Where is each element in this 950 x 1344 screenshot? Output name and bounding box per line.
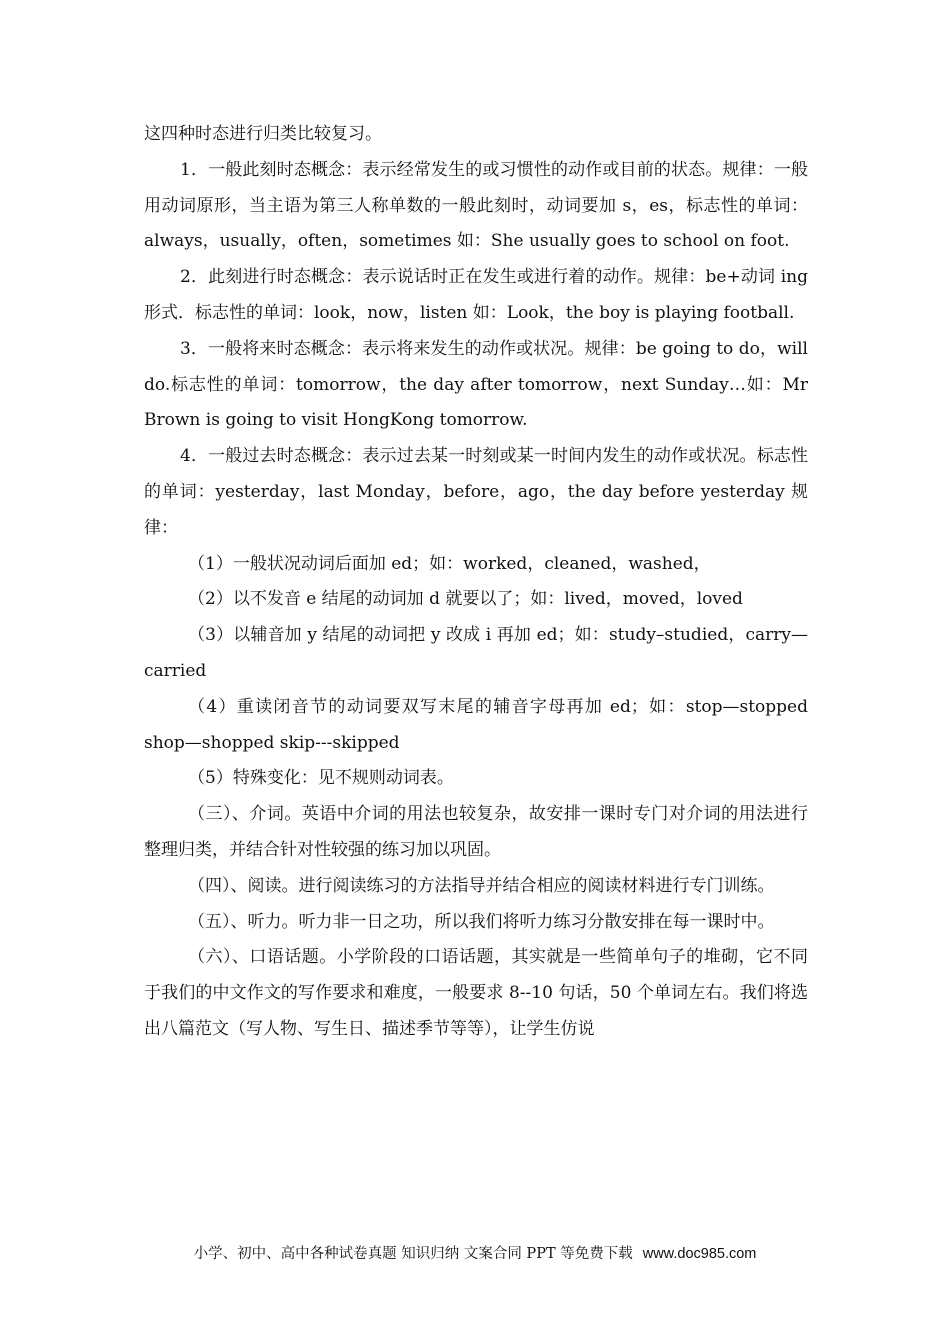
list-item-rule-5: （5）特殊变化：见不规则动词表。 [188,768,454,789]
paragraph-simple-past: 4．一般过去时态概念：表示过去某一时刻或某一时间内发生的动作或状况。标志性的单词：yesterday，last Monday，before，ago，the day before yesterday 规律： [144,446,808,538]
paragraph-speaking-topics: （六）、口语话题。小学阶段的口语话题，其实就是一些简单句子的堆砌，它不同于我们的中文作文的写作要求和难度，一般要求 8--10 句话，50 个单词左右。我们将选出八篇范文（写人物、写生日、描述季节等等），让学生仿说 [144,947,808,1039]
footer-url[interactable]: www.doc985.com [642,1246,757,1262]
list-item-rule-4: （4）重读闭音节的动词要双写末尾的辅音字母再加 ed；如：stop—stopped shop—shopped skip---skipped [144,696,808,753]
paragraph-prepositions: （三）、介词。英语中介词的用法也较复杂，故安排一课时专门对介词的用法进行整理归类，并结合针对性较强的练习加以巩固。 [144,804,808,860]
list-item-rule-2: （2）以不发音 e 结尾的动词加 d 就要以了；如：lived，moved，loved [188,589,743,610]
list-item-rule-1: （1）一般状况动词后面加 ed；如：worked，cleaned，washed， [188,553,711,574]
paragraph-simple-present: 1．一般此刻时态概念：表示经常发生的或习惯性的动作或目前的状态。规律：一般用动词原形，当主语为第三人称单数的一般此刻时，动词要加 s，es，标志性的单词：always，usually，often，sometimes 如：She usually goes to school on foot. [144,159,808,252]
footer-text: 小学、初中、高中各种试卷真题 知识归纳 文案合同 PPT 等免费下载 [193,1246,633,1262]
paragraph-intro-continuation: 这四种时态进行归类比较复习。 [144,124,382,144]
paragraph-reading: （四）、阅读。进行阅读练习的方法指导并结合相应的阅读材料进行专门训练。 [188,875,775,896]
document-body [144,117,808,1048]
paragraph-present-continuous: 2．此刻进行时态概念：表示说话时正在发生或进行着的动作。规律：be+动词 ing 形式．标志性的单词：look，now，listen 如：Look，the boy is playing football. [144,267,808,323]
paragraph-listening: （五）、听力。听力非一日之功，所以我们将听力练习分散安排在每一课时中。 [188,911,775,932]
list-item-rule-3: （3）以辅音加 y 结尾的动词把 y 改成 i 再加 ed；如：study–studied，carry—carried [144,625,808,681]
page-footer [0,1243,950,1265]
paragraph-simple-future: 3．一般将来时态概念：表示将来发生的动作或状况。规律：be going to do，will do.标志性的单词：tomorrow，the day after tomorrow，next Sunday…如：Mr Brown is going to visit HongKong tomorrow. [144,338,808,431]
